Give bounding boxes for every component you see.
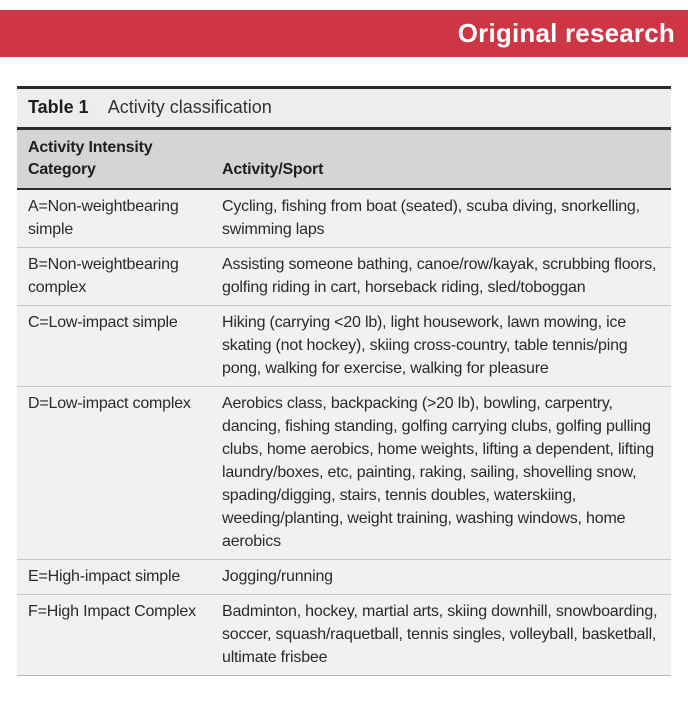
activities-cell: Assisting someone bathing, canoe/row/kayak, scrubbing floors, golfing riding in cart, horseback riding, sled/toboggan [222, 256, 657, 296]
activities-cell: Hiking (carrying <20 lb), light housework, lawn mowing, ice skating (not hockey), skiing cross-country, table tennis/ping pong, walking for exercise, walking for pleasure [222, 314, 628, 377]
table-row [17, 386, 671, 559]
table-row [17, 247, 671, 305]
table-row [17, 594, 671, 675]
activity-classification-table [17, 86, 671, 676]
table-title-bar [17, 86, 671, 130]
category-cell: F=High Impact Complex [28, 603, 196, 620]
activities-cell: Badminton, hockey, martial arts, skiing downhill, snowboarding, soccer, squash/raquetball, tennis singles, volleyball, basketball, ultimate frisbee [222, 603, 658, 666]
category-cell: E=High-impact simple [28, 568, 181, 585]
banner-label: Original research [457, 18, 675, 48]
category-cell: D=Low-impact complex [28, 395, 191, 412]
activities-cell: Aerobics class, backpacking (>20 lb), bowling, carpentry, dancing, fishing standing, golfing carrying clubs, golfing pulling clubs, home aerobics, home weights, lifting a dependent, lifting laundry/boxes, etc, painting, raking, sailing, shovelling snow, spading/digging, stairs, tennis doubles, waterskiing, weeding/planting, weight training, washing windows, home aerobics [222, 395, 654, 550]
table-number-label: Table 1 [28, 97, 89, 117]
table-row [17, 190, 671, 247]
category-cell: C=Low-impact simple [28, 314, 178, 331]
table-row [17, 305, 671, 386]
table-body [17, 190, 671, 676]
activities-cell: Cycling, fishing from boat (seated), scuba diving, snorkelling, swimming laps [222, 198, 640, 238]
original-research-banner [0, 10, 688, 57]
header-activity-column: Activity/Sport [222, 161, 324, 178]
table-header-row [17, 130, 671, 190]
activities-cell: Jogging/running [222, 568, 333, 585]
category-cell: B=Non-weightbearing complex [28, 256, 179, 296]
table-title-text: Activity classification [107, 97, 272, 117]
category-cell: A=Non-weightbearing simple [28, 198, 179, 238]
header-category-column: Activity Intensity Category [28, 139, 153, 178]
table-row [17, 559, 671, 594]
